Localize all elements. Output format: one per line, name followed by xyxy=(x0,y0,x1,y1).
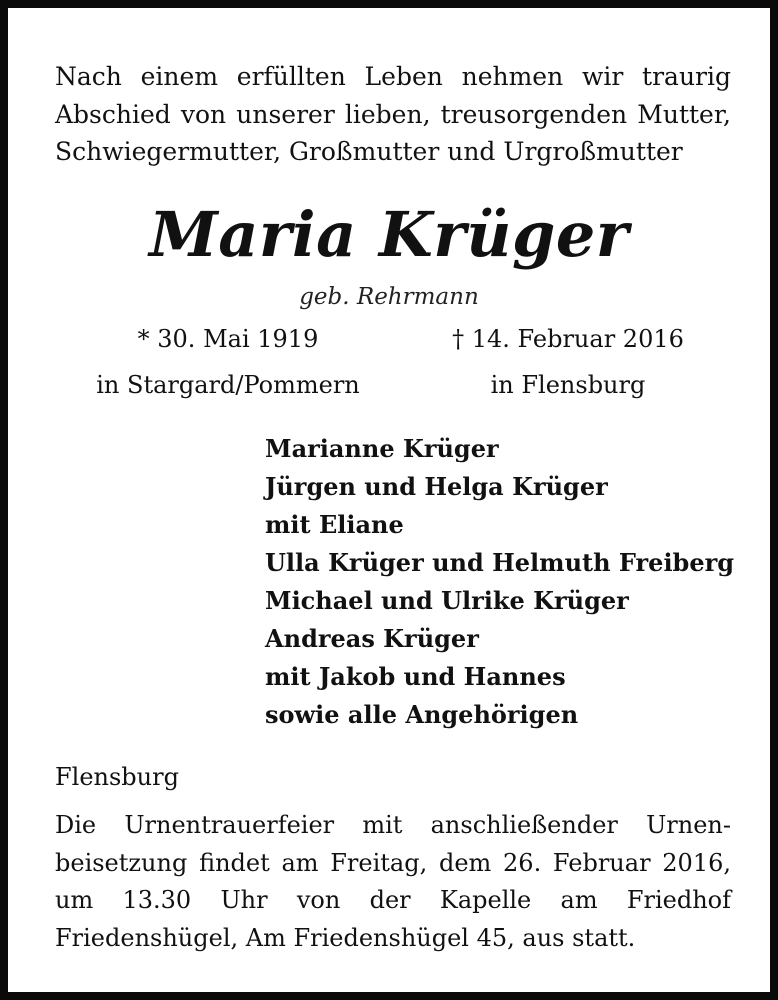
maiden-name: geb. Rehrmann xyxy=(299,284,479,310)
intro-paragraph xyxy=(55,58,731,171)
mourner-line: Ulla Krüger und Helmuth Freiberg xyxy=(265,548,735,577)
mourner-line: Jürgen und Helga Krüger xyxy=(265,472,608,501)
service-line: um 13.30 Uhr von der Kapelle am Friedhof xyxy=(55,886,731,914)
death-date: † 14. Februar 2016 xyxy=(452,325,684,353)
mourner-line: Marianne Krüger xyxy=(265,434,499,463)
service-line: beisetzung findet am Freitag, dem 26. Februar 2016, xyxy=(55,848,731,877)
birth-info xyxy=(68,322,388,402)
birth-place: in Stargard/Pommern xyxy=(96,371,360,399)
service-paragraph xyxy=(55,807,731,957)
birth-date: * 30. Mai 1919 xyxy=(137,325,319,353)
service-line: Friedenshügel, Am Friedenshügel 45, aus statt. xyxy=(55,923,636,952)
intro-line: Schwiegermutter, Großmutter und Urgroßmutter xyxy=(55,137,683,166)
mourner-line: mit Eliane xyxy=(265,510,404,539)
place-label: Flensburg xyxy=(55,763,179,791)
mourner-line: Michael und Ulrike Krüger xyxy=(265,586,629,615)
deceased-name: Maria Krüger xyxy=(149,198,629,271)
mourners-list xyxy=(265,430,734,734)
mourner-line: Andreas Krüger xyxy=(265,624,479,653)
intro-line: Abschied von unserer lieben, treusorgenden Mutter, xyxy=(55,99,731,129)
mourner-line: mit Jakob und Hannes xyxy=(265,662,566,691)
death-info xyxy=(408,322,728,402)
service-line: Die Urnentrauerfeier mit anschließender Urnen- xyxy=(55,811,731,839)
mourner-line: sowie alle Angehörigen xyxy=(265,700,579,729)
intro-line: Nach einem erfüllten Leben nehmen wir traurig xyxy=(55,62,731,91)
death-place: in Flensburg xyxy=(490,371,646,399)
